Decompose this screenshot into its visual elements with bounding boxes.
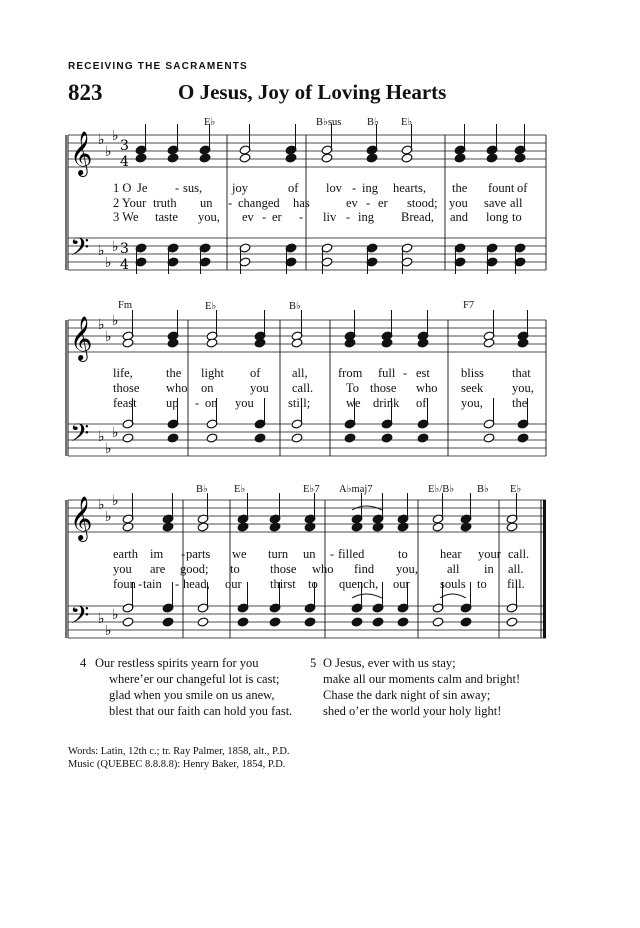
note-head	[135, 153, 147, 163]
note-head	[486, 153, 498, 163]
lyric-syllable: er	[378, 196, 388, 210]
note-head	[366, 153, 378, 163]
lyric-syllable: the	[512, 396, 528, 410]
note-head	[254, 433, 266, 443]
note-head	[291, 433, 303, 443]
lyric-syllable: -	[352, 181, 357, 195]
music-credit: Music (QUEBEC 8.8.8.8): Henry Baker, 1854, P.D.	[68, 759, 286, 770]
note-head	[122, 617, 134, 627]
lyric-syllable: you,	[198, 210, 220, 224]
lyric-syllable: feast	[113, 396, 137, 410]
note-head	[432, 522, 444, 532]
flat-icon: ♭	[112, 607, 119, 623]
flat-icon: ♭	[98, 429, 105, 445]
lyric-syllable: filled	[338, 547, 365, 561]
lyric-syllable: to	[398, 547, 408, 561]
words-credit: Words: Latin, 12th c.; tr. Ray Palmer, 1858, alt., P.D.	[68, 746, 290, 757]
chord-symbol: F7	[463, 300, 475, 311]
note-head	[506, 617, 518, 627]
verse-line: Chase the dark night of sin away;	[323, 688, 491, 702]
verse-line: make all our moments calm and bright!	[323, 672, 521, 686]
treble-clef-icon: 𝄞	[70, 316, 93, 360]
flat-icon: ♭	[98, 611, 105, 627]
lyric-syllable: foun	[113, 577, 136, 591]
lyric-syllable: est	[416, 366, 430, 380]
note-head	[397, 617, 409, 627]
lyric-syllable: -	[181, 547, 186, 561]
lyric-syllable: ev	[242, 210, 254, 224]
lyric-syllable: those	[113, 381, 140, 395]
verse-number: 5	[310, 656, 317, 670]
lyric-syllable: call.	[508, 547, 530, 561]
flat-icon: ♭	[112, 493, 119, 509]
flat-icon: ♭	[105, 329, 112, 345]
note-head	[397, 522, 409, 532]
lyric-syllable: fill.	[507, 577, 525, 591]
lyric-syllable: seek	[461, 381, 484, 395]
note-head	[344, 433, 356, 443]
lyric-syllable: drink	[373, 396, 400, 410]
lyric-syllable: our	[225, 577, 242, 591]
bass-clef-icon: 𝄢	[70, 601, 90, 636]
bass-clef-icon: 𝄢	[70, 419, 90, 454]
section-heading: RECEIVING THE SACRAMENTS	[68, 61, 248, 72]
lyric-syllable: has	[293, 196, 310, 210]
flat-icon: ♭	[112, 425, 119, 441]
lyric-syllable: you	[449, 196, 468, 210]
flat-icon: ♭	[98, 132, 105, 148]
note-head	[401, 153, 413, 163]
note-head	[351, 617, 363, 627]
note-head	[517, 433, 529, 443]
note-head	[460, 522, 472, 532]
lyric-syllable: good;	[180, 562, 209, 576]
note-head	[381, 433, 393, 443]
note-head	[514, 153, 526, 163]
chord-symbol: B♭	[367, 117, 379, 128]
lyric-syllable: lov	[326, 181, 342, 195]
chord-symbol: E♭/B♭	[428, 484, 455, 495]
chord-symbol: E♭	[510, 484, 522, 495]
flat-icon: ♭	[112, 313, 119, 329]
lyric-syllable: life,	[113, 366, 133, 380]
verse-line: Our restless spirits yearn for you	[95, 656, 259, 670]
chord-symbol: B♭	[289, 301, 301, 312]
lyric-syllable: changed	[238, 196, 280, 210]
flat-icon: ♭	[98, 243, 105, 259]
lyric-syllable: to	[308, 577, 318, 591]
time-signature: 3	[120, 138, 129, 154]
lyric-syllable: save	[484, 196, 507, 210]
lyric-syllable: on	[205, 396, 218, 410]
lyric-syllable: -	[262, 210, 267, 224]
note-head	[237, 522, 249, 532]
verse-number: 4	[80, 656, 87, 670]
note-head	[206, 433, 218, 443]
lyric-syllable: full	[378, 366, 396, 380]
lyric-syllable: earth	[113, 547, 138, 561]
hymn-title: O Jesus, Joy of Loving Hearts	[178, 80, 447, 104]
lyric-syllable: still;	[288, 396, 311, 410]
lyric-syllable: ing	[362, 181, 378, 195]
lyric-syllable: tain	[143, 577, 162, 591]
credits	[68, 745, 290, 771]
lyric-syllable: the	[452, 181, 468, 195]
lyric-syllable: sus,	[183, 181, 203, 195]
lyric-syllable: of	[288, 181, 299, 195]
lyric-syllable: those	[370, 381, 397, 395]
lyric-syllable: hear	[440, 547, 462, 561]
note-head	[162, 617, 174, 627]
lyric-syllable: Bread,	[401, 210, 434, 224]
chord-symbol: E♭	[205, 301, 217, 312]
flat-icon: ♭	[105, 144, 112, 160]
note-head	[372, 617, 384, 627]
lyric-syllable: you,	[512, 381, 534, 395]
note-head	[197, 617, 209, 627]
lyric-syllable: -	[138, 577, 143, 591]
lyric-syllable: hearts,	[393, 181, 426, 195]
lyric-syllable: -	[346, 210, 351, 224]
lyric-syllable: our	[393, 577, 410, 591]
hymn-number: 823	[68, 80, 103, 105]
note-head	[237, 617, 249, 627]
note-head	[167, 433, 179, 443]
lyric-syllable: joy	[232, 181, 248, 195]
lyric-syllable: -	[366, 196, 371, 210]
flat-icon: ♭	[105, 255, 112, 271]
treble-clef-icon: 𝄞	[70, 131, 93, 175]
time-signature: 4	[120, 154, 129, 170]
treble-clef-icon: 𝄞	[70, 496, 93, 540]
lyric-syllable: thirst	[270, 577, 296, 591]
final-barline	[543, 500, 546, 638]
lyric-syllable: you	[250, 381, 269, 395]
lyric-syllable: -	[175, 577, 180, 591]
lyric-syllable: -	[175, 181, 180, 195]
chord-symbol: E♭7	[303, 484, 320, 495]
lyric-syllable: truth	[153, 196, 177, 210]
lyric-syllable: the	[166, 366, 182, 380]
note-head	[162, 522, 174, 532]
note-head	[506, 522, 518, 532]
lyric-syllable: you,	[396, 562, 418, 576]
lyric-syllable: im	[150, 547, 164, 561]
lyric-syllable: to	[477, 577, 487, 591]
verse-line: blest that our faith can hold you fast.	[109, 704, 293, 718]
flat-icon: ♭	[105, 509, 112, 525]
verse-line: shed o’er the world your holy light!	[323, 704, 502, 718]
lyric-syllable: light	[201, 366, 224, 380]
chord-symbol: A♭maj7	[339, 484, 373, 495]
lyric-syllable: your	[478, 547, 501, 561]
bass-clef-icon: 𝄢	[70, 233, 90, 268]
lyric-syllable: -	[299, 210, 304, 224]
note-head	[167, 153, 179, 163]
lyric-syllable: call.	[292, 381, 314, 395]
note-head	[122, 522, 134, 532]
time-signature: 4	[120, 257, 129, 273]
lyric-syllable: that	[512, 366, 531, 380]
lyric-syllable: you,	[461, 396, 483, 410]
chord-symbol: E♭	[204, 117, 216, 128]
lyric-syllable: on	[201, 381, 214, 395]
slur	[352, 594, 382, 598]
lyric-syllable: parts	[186, 547, 211, 561]
slur	[440, 594, 466, 598]
lyric-syllable: turn	[268, 547, 289, 561]
lyric-syllable: in	[484, 562, 494, 576]
lyric-syllable: we	[232, 547, 247, 561]
note-head	[321, 153, 333, 163]
chord-symbol: B♭	[477, 484, 489, 495]
note-head	[372, 522, 384, 532]
note-head	[304, 617, 316, 627]
lyric-syllable: fount	[488, 181, 515, 195]
lyric-syllable: of	[250, 366, 261, 380]
lyric-syllable: you	[235, 396, 254, 410]
lyric-syllable: of	[517, 181, 528, 195]
lyric-syllable: all.	[508, 562, 524, 576]
note-head	[351, 522, 363, 532]
flat-icon: ♭	[105, 441, 112, 457]
lyric-syllable: er	[272, 210, 282, 224]
chord-symbol: B♭sus	[316, 117, 342, 128]
lyric-syllable: quench,	[339, 577, 379, 591]
lyric-syllable: To	[346, 381, 360, 395]
lyric-syllable: and	[450, 210, 469, 224]
note-head	[197, 522, 209, 532]
lyric-syllable: you	[113, 562, 132, 576]
lyric-syllable: who	[416, 381, 438, 395]
lyric-syllable: -	[403, 366, 408, 380]
verse-line: O Jesus, ever with us stay;	[323, 656, 456, 670]
lyric-syllable: un	[303, 547, 316, 561]
lyric-syllable: to	[230, 562, 240, 576]
note-head	[454, 153, 466, 163]
note-head	[269, 522, 281, 532]
lyric-syllable: all	[447, 562, 460, 576]
verse-line: glad when you smile on us anew,	[109, 688, 275, 702]
note-head	[122, 433, 134, 443]
lyric-syllable: who	[166, 381, 188, 395]
lyric-syllable: 2 Your	[113, 196, 147, 210]
note-head	[417, 433, 429, 443]
lyric-syllable: all	[510, 196, 523, 210]
lyric-syllable: -	[330, 547, 335, 561]
lyric-syllable: of	[416, 396, 427, 410]
note-head	[483, 433, 495, 443]
time-signature: 3	[120, 241, 129, 257]
lyric-syllable: ing	[358, 210, 374, 224]
lyric-syllable: stood;	[407, 196, 438, 210]
lyric-syllable: souls	[440, 577, 466, 591]
lyric-syllable: taste	[155, 210, 178, 224]
chord-symbol: B♭	[196, 484, 208, 495]
lyric-syllable: liv	[323, 210, 337, 224]
flat-icon: ♭	[98, 497, 105, 513]
lyric-syllable: find	[354, 562, 375, 576]
lyric-syllable: bliss	[461, 366, 484, 380]
note-head	[239, 153, 251, 163]
lyric-syllable: those	[270, 562, 297, 576]
flat-icon: ♭	[112, 128, 119, 144]
flat-icon: ♭	[112, 239, 119, 255]
note-head	[269, 617, 281, 627]
note-head	[432, 617, 444, 627]
note-head	[460, 617, 472, 627]
chord-symbol: E♭	[401, 117, 413, 128]
flat-icon: ♭	[98, 317, 105, 333]
chord-symbol: Fm	[118, 300, 133, 311]
note-head	[304, 522, 316, 532]
lyric-syllable: all,	[292, 366, 308, 380]
lyric-syllable: up	[166, 396, 179, 410]
lyric-syllable: un	[200, 196, 213, 210]
lyric-syllable: -	[195, 396, 200, 410]
lyric-syllable: -	[228, 196, 233, 210]
note-head	[285, 153, 297, 163]
chord-symbol: E♭	[234, 484, 246, 495]
note-head	[199, 153, 211, 163]
lyric-syllable: we	[346, 396, 361, 410]
lyric-syllable: who	[312, 562, 334, 576]
lyric-syllable: are	[150, 562, 166, 576]
lyric-syllable: Je	[137, 181, 148, 195]
flat-icon: ♭	[105, 623, 112, 639]
verse-line: where’er our changeful lot is cast;	[109, 672, 280, 686]
lyric-syllable: to	[512, 210, 522, 224]
lyric-syllable: from	[338, 366, 363, 380]
lyric-syllable: long	[486, 210, 509, 224]
lyric-syllable: 1 O	[113, 181, 132, 195]
lyric-syllable: ev	[346, 196, 358, 210]
lyric-syllable: 3 We	[113, 210, 139, 224]
lyric-syllable: head,	[183, 577, 210, 591]
